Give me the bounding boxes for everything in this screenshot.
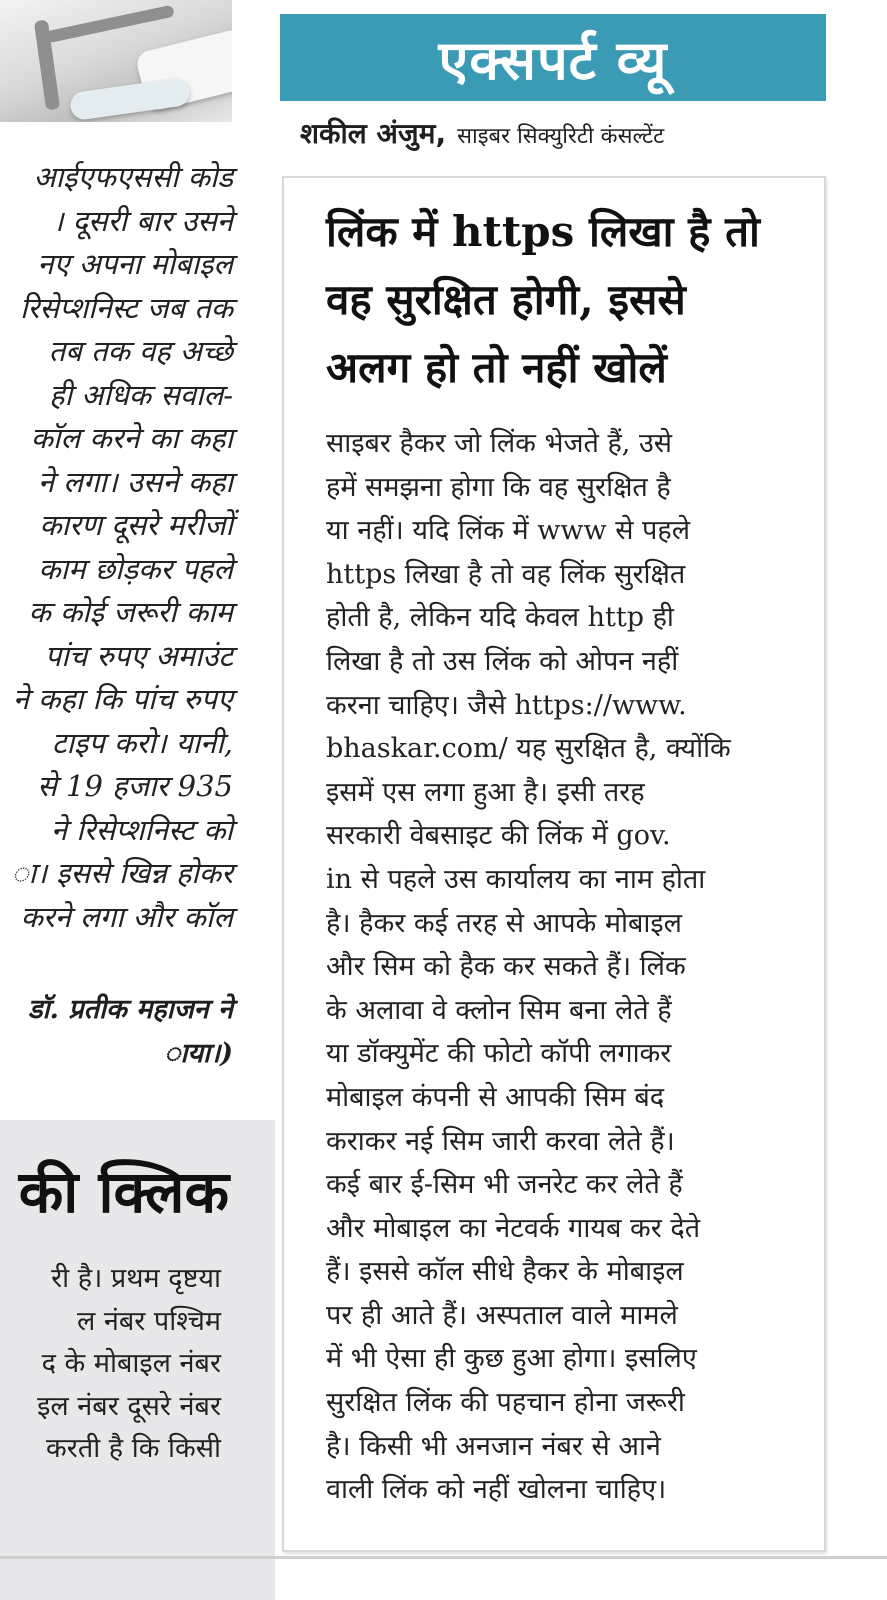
- text-line: आईएफएससी कोड: [33, 160, 233, 194]
- text-line: री है। प्रथम दृष्टया: [51, 1263, 221, 1294]
- body-line: कराकर नई सिम जारी करवा लेते हैं।: [326, 1125, 675, 1157]
- body-line: करना चाहिए। जैसे https://www.: [326, 689, 687, 721]
- left-box-text: [37, 1258, 221, 1471]
- headline-line: अलग हो तो नहीं खोलें: [326, 343, 667, 392]
- body-line: और मोबाइल का नेटवर्क गायब कर देते: [326, 1212, 701, 1244]
- body-line: या डॉक्युमेंट की फोटो कॉपी लगाकर: [326, 1038, 672, 1070]
- text-line: क कोई जरूरी काम: [28, 595, 233, 629]
- body-line: bhaskar.com/ यह सुरक्षित है, क्योंकि: [326, 733, 731, 765]
- body-line: है। किसी भी अनजान नंबर से आने: [326, 1430, 661, 1462]
- text-line: ने लगा। उसने कहा: [37, 464, 233, 499]
- bottom-rule: [0, 1556, 887, 1559]
- body-line: लिखा है तो उस लिंक को ओपन नहीं: [326, 645, 679, 677]
- text-line: तब तक वह अच्छे: [48, 334, 233, 368]
- body-line: में भी ऐसा ही कुछ हुआ होगा। इसलिए: [326, 1343, 697, 1375]
- text-line: ने कहा कि पांच रुपए: [12, 682, 233, 716]
- body-line: हमें समझना होगा कि वह सुरक्षित है: [326, 471, 671, 503]
- text-line: रिसेप्शनिस्ट जब तक: [19, 290, 233, 325]
- text-line: से 19 हजार 935: [37, 769, 233, 803]
- left-article-credit: [28, 988, 233, 1076]
- body-line: के अलावा वे क्लोन सिम बना लेते हैं: [326, 994, 672, 1026]
- left-article-text: [11, 156, 233, 939]
- text-line: पांच रुपए अमाउंट: [44, 638, 233, 673]
- body-line: साइबर हैकर जो लिंक भेजते हैं, उसे: [326, 428, 673, 459]
- body-line: या नहीं। यदि लिंक में www से पहले: [326, 515, 691, 547]
- article-body: [326, 422, 731, 1512]
- text-line: नए अपना मोबाइल: [37, 247, 233, 281]
- expert-view-banner: [280, 14, 826, 101]
- credit-line: ाया।): [164, 1038, 233, 1069]
- author-role: साइबर सिक्युरिटी कंसल्टेंट: [457, 124, 665, 149]
- text-line: काम छोड़कर पहले: [38, 551, 233, 586]
- body-line: सुरक्षित लिंक की पहचान होना जरूरी: [326, 1387, 685, 1419]
- text-line: करने लगा और कॉल: [20, 899, 233, 934]
- text-line: टाइप करो। यानी,: [51, 725, 233, 760]
- text-line: कॉल करने का कहा: [30, 421, 233, 455]
- body-line: in से पहले उस कार्यालय का नाम होता: [326, 863, 706, 895]
- body-line: कई बार ई-सिम भी जनरेट कर लेते हैं: [326, 1169, 683, 1201]
- headline-line: लिंक में https लिखा है तो: [326, 207, 760, 256]
- author-name: शकील अंजुम,: [300, 117, 447, 150]
- body-line: https लिखा है तो वह लिंक सुरक्षित: [326, 558, 686, 590]
- body-line: सरकारी वेबसाइट की लिंक में gov.: [326, 820, 671, 852]
- left-box-heading: की क्लिक: [18, 1158, 229, 1226]
- expert-article-card: [282, 176, 826, 1552]
- byline: [300, 114, 664, 152]
- text-line: करती है कि किसी: [46, 1433, 221, 1464]
- text-line: ल नंबर पश्चिम: [76, 1305, 221, 1337]
- text-line: । दूसरी बार उसने: [52, 203, 233, 238]
- text-line: ा। इससे खिन्न होकर: [11, 856, 233, 890]
- headline-line: वह सुरक्षित होगी, इससे: [326, 275, 686, 324]
- text-line: ही अधिक सवाल-: [49, 377, 233, 412]
- text-line: ने रिसेप्शनिस्ट को: [50, 812, 233, 847]
- body-line: मोबाइल कंपनी से आपकी सिम बंद: [326, 1081, 665, 1113]
- text-line: इल नंबर दूसरे नंबर: [37, 1390, 221, 1422]
- article-headline: [326, 198, 760, 402]
- body-line: होती है, लेकिन यदि केवल http ही: [326, 602, 674, 634]
- credit-line: डॉ. प्रतीक महाजन ने: [28, 994, 233, 1025]
- body-line: इसमें एस लगा हुआ है। इसी तरह: [326, 776, 645, 808]
- banner-title: एक्सपर्ट व्यू: [438, 28, 668, 92]
- text-line: द के मोबाइल नंबर: [41, 1348, 221, 1379]
- text-line: कारण दूसरे मरीजों: [39, 508, 233, 542]
- body-line: हैं। इससे कॉल सीधे हैकर के मोबाइल: [326, 1256, 684, 1288]
- body-line: वाली लिंक को नहीं खोलना चाहिए।: [326, 1474, 667, 1506]
- body-line: पर ही आते हैं। अस्पताल वाले मामले: [326, 1299, 678, 1331]
- body-line: है। हैकर कई तरह से आपके मोबाइल: [326, 907, 682, 939]
- body-line: और सिम को हैक कर सकते हैं। लिंक: [326, 951, 686, 983]
- article-photo: [0, 0, 232, 122]
